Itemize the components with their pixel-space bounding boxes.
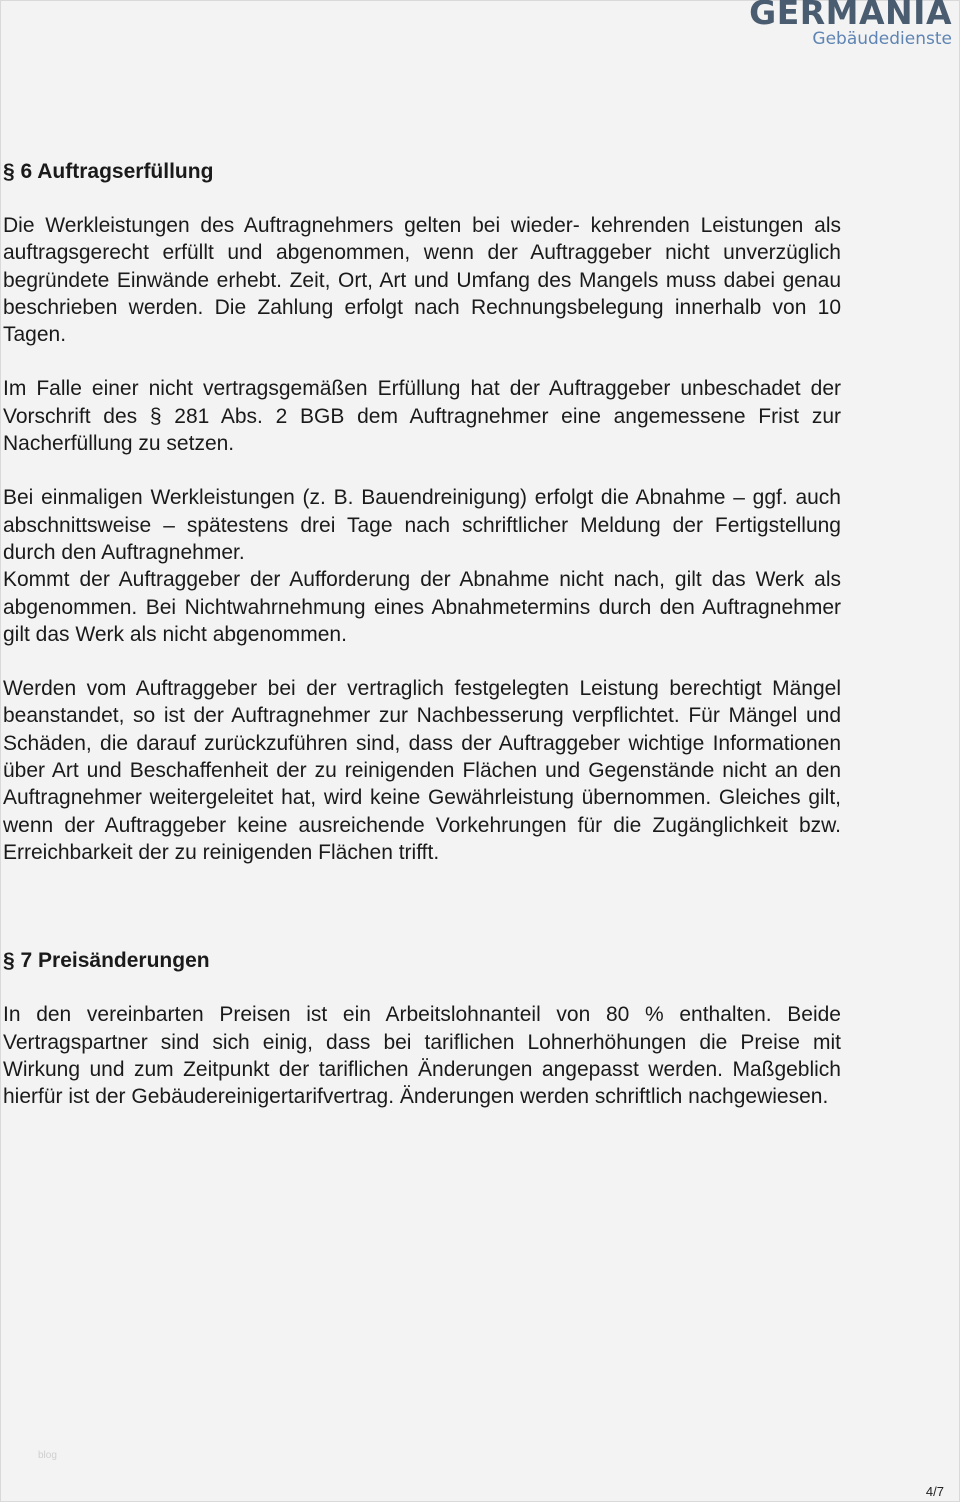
paragraph: In den vereinbarten Preisen ist ein Arbeitslohnanteil von 80 % enthalten. Beide Vertragspartner sind sich einig, dass bei tariflichen Lohnerhöhungen die Preise mit Wirkung und zum Zeitpunkt der tariflichen Änderungen angepasst werden. Maßgeblich hierfür ist der Gebäudereinigertarifvertrag. Änderungen werden schriftlich nachgewiesen. bbox=[3, 1003, 841, 1109]
section-heading: § 6 Auftragserfüllung bbox=[3, 160, 214, 183]
logo-subtitle: Gebäudedienste bbox=[812, 29, 952, 49]
company-logo bbox=[749, 0, 952, 48]
watermark: blog bbox=[38, 1450, 57, 1461]
section-heading: § 7 Preisänderungen bbox=[3, 949, 210, 973]
paragraph: Die Werkleistungen des Auftragnehmers gelten bei wieder- kehrenden Leistungen als auftragsgerecht erfüllt und abgenommen, wenn der Auftraggeber nicht unverzüglich begründete Einwände erhebt. Zeit, Ort, Art und Umfang des Mangels muss dabei genau beschrieben werden. Die Zahlung erfolgt nach Rechnungsbelegung innerhalb von 10 Tagen. bbox=[3, 214, 841, 347]
logo-name: GERMANIA bbox=[749, 0, 952, 32]
page-number: 4/7 bbox=[925, 1484, 944, 1499]
paragraph: Kommt der Auftraggeber der Aufforderung der Abnahme nicht nach, gilt das Werk als abgenommen. Bei Nichtwahrnehmung eines Abnahmetermins durch den Auftragnehmer gilt das Werk als nicht abgenommen. bbox=[3, 568, 841, 646]
paragraph: Im Falle einer nicht vertragsgemäßen Erfüllung hat der Auftraggeber unbeschadet der Vorschrift des § 281 Abs. 2 BGB dem Auftragnehmer eine angemessene Frist zur Nacherfüllung zu setzen. bbox=[3, 377, 841, 456]
paragraph: Bei einmaligen Werkleistungen (z. B. Bauendreinigung) erfolgt die Abnahme – ggf. auch abschnittsweise – spätestens drei Tage nach schriftlicher Meldung der Fertigstellung durch den Auftragnehmer. bbox=[3, 486, 841, 564]
document-body bbox=[3, 158, 841, 1110]
paragraph: Werden vom Auftraggeber bei der vertraglich festgelegten Leistung berechtigt Mängel beanstandet, so ist der Auftragnehmer zur Nachbesserung verpflichtet. Für Mängel und Schäden, die darauf zurückzuführen sind, dass der Auftraggeber wichtige Informationen über Art und Beschaffenheit der zu reinigenden Flächen und Gegenstände nicht an den Auftragnehmer weitergeleitet hat, wird keine Gewährleistung übernommen. Gleiches gilt, wenn der Auftraggeber keine ausreichende Vorkehrungen für die Zugänglichkeit bzw. Erreichbarkeit der zu reinigenden Flächen trifft. bbox=[3, 677, 841, 864]
